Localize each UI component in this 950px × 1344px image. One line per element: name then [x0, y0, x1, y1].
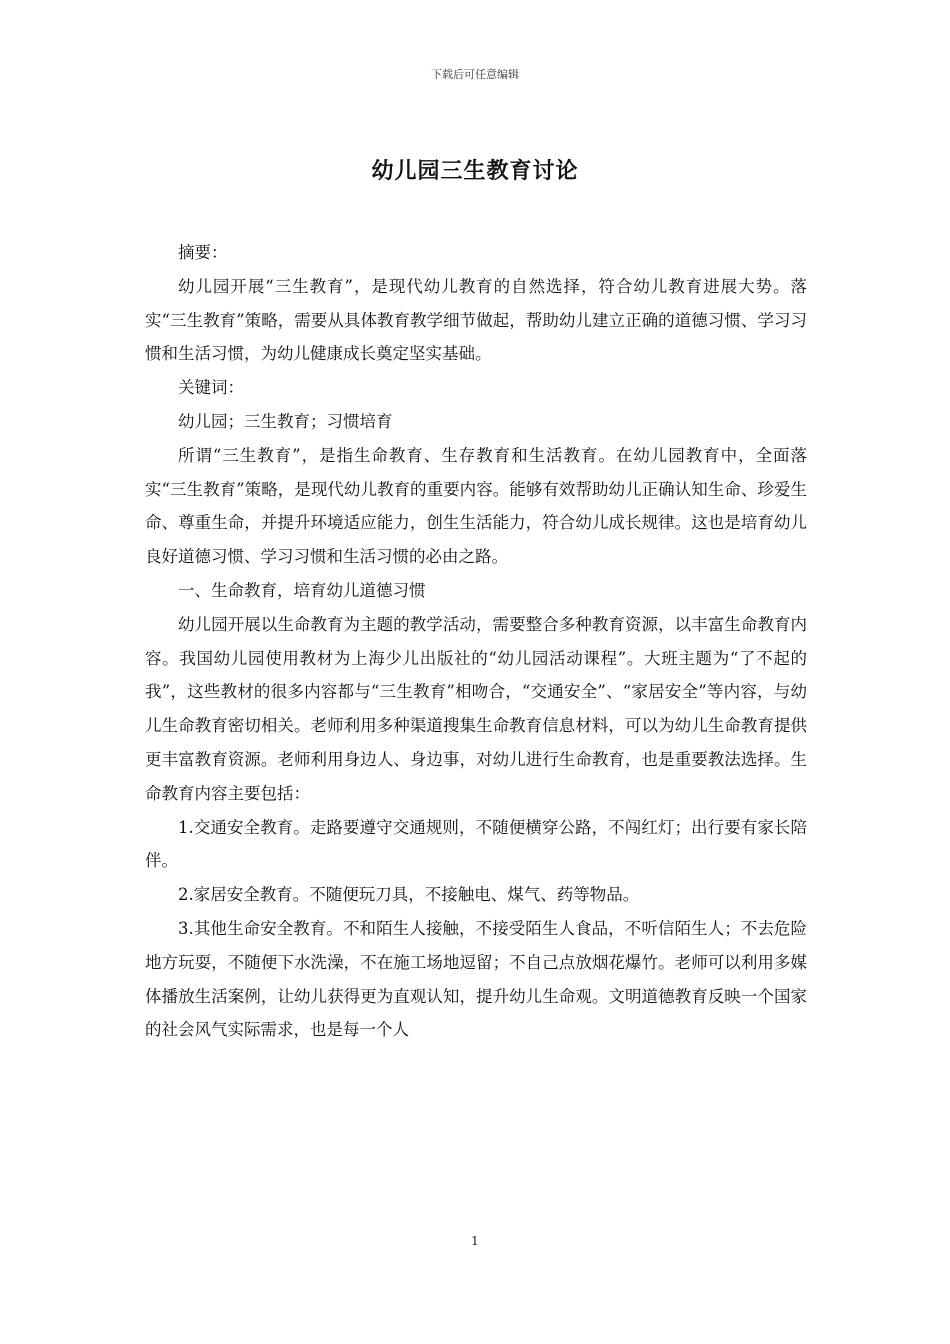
document-body	[145, 236, 807, 1047]
keywords-heading: 关键词：	[178, 378, 244, 398]
page-number: 1	[471, 1234, 479, 1248]
keywords-paragraph: 幼儿园；三生教育；习惯培育	[178, 411, 393, 431]
page-header: 下载后可任意编辑	[431, 68, 519, 81]
intro-paragraph: 所谓“三生教育”，是指生命教育、生存教育和生活教育。在幼儿园教育中，全面落实“三生教育”策略，是现代幼儿教育的重要内容。能够有效帮助幼儿正确认知生命、珍爱生命、尊重生命，并提升环境适应能力，创生生活能力，符合幼儿成长规律。这也是培育幼儿良好道德习惯、学习习惯和生活习惯的必由之路。	[145, 445, 807, 567]
section-heading-1: 一、生命教育，培育幼儿道德习惯	[178, 580, 426, 600]
abstract-paragraph: 幼儿园开展“三生教育”，是现代幼儿教育的自然选择，符合幼儿教育进展大势。落实“三生教育”策略，需要从具体教育教学细节做起，帮助幼儿建立正确的道德习惯、学习习惯和生活习惯，为幼儿健康成长奠定坚实基础。	[145, 276, 807, 364]
document-title: 幼儿园三生教育讨论	[371, 159, 579, 184]
list-item-3: 3.其他生命安全教育。不和陌生人接触，不接受陌生人食品，不听信陌生人；不去危险地方玩耍，不随便下水洗澡，不在施工场地逗留；不自己点放烟花爆竹。老师可以利用多媒体播放生活案例，让幼儿获得更为直观认知，提升幼儿生命观。文明道德教育反映一个国家的社会风气实际需求，也是每一个人	[145, 918, 807, 1040]
body-paragraph: 幼儿园开展以生命教育为主题的教学活动，需要整合多种教育资源，以丰富生命教育内容。我国幼儿园使用教材为上海少儿出版社的“幼儿园活动课程”。大班主题为“了不起的我”，这些教材的很多内容都与“三生教育”相吻合，“交通安全”、“家居安全”等内容，与幼儿生命教育密切相关。老师利用多种渠道搜集生命教育信息材料，可以为幼儿生命教育提供更丰富教育资源。老师利用身边人、身边事，对幼儿进行生命教育，也是重要教法选择。生命教育内容主要包括：	[145, 614, 807, 803]
list-item-2: 2.家居安全教育。不随便玩刀具，不接触电、煤气、药等物品。	[178, 885, 640, 905]
list-item-1: 1.交通安全教育。走路要遵守交通规则，不随便横穿公路，不闯红灯；出行要有家长陪伴。	[145, 817, 807, 871]
abstract-heading: 摘要：	[178, 243, 228, 262]
